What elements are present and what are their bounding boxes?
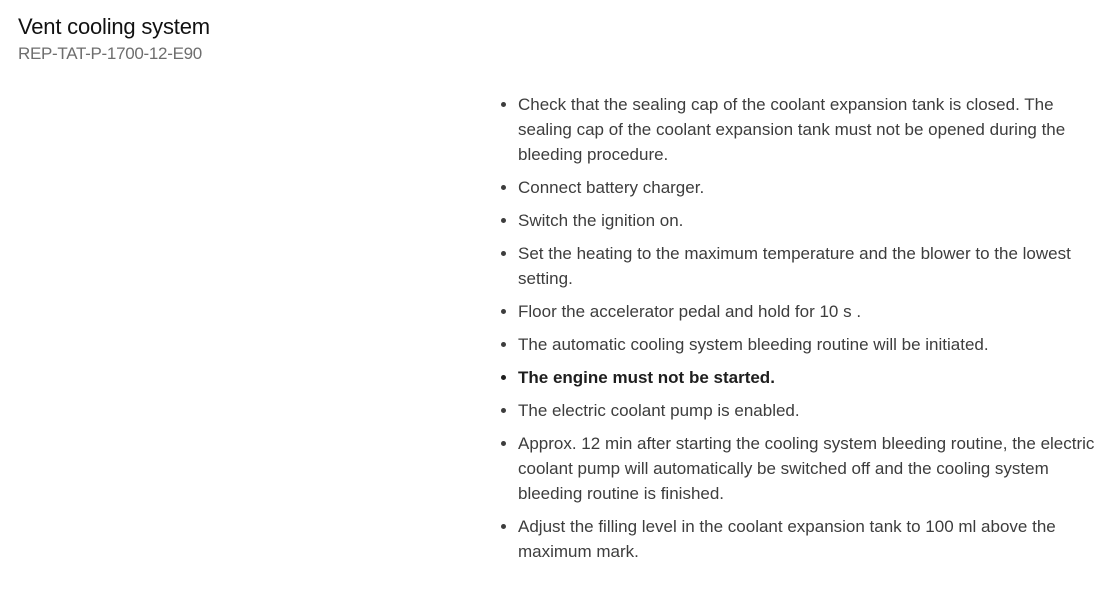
procedure-step: • Adjust the filling level in the coolant expansion tank to 100 ml above the maximum mark. (518, 514, 1103, 564)
procedure-step-warning: • The engine must not be started. (518, 365, 1103, 390)
page-header (18, 12, 210, 66)
procedure-steps-list (497, 92, 1103, 564)
procedure-step: • Connect battery charger. (518, 175, 1103, 200)
procedure-content (497, 92, 1103, 572)
page-title: Vent cooling system (18, 14, 210, 39)
procedure-step: • Check that the sealing cap of the coolant expansion tank is closed. The sealing cap of the coolant expansion tank must not be opened during the bleeding procedure. (518, 92, 1103, 167)
procedure-step: • Switch the ignition on. (518, 208, 1103, 233)
document-id: REP-TAT-P-1700-12-E90 (18, 44, 202, 63)
procedure-step: • Set the heating to the maximum temperature and the blower to the lowest setting. (518, 241, 1103, 291)
procedure-step: • Floor the accelerator pedal and hold for 10 s . (518, 299, 1103, 324)
procedure-step: • The electric coolant pump is enabled. (518, 398, 1103, 423)
procedure-step: • The automatic cooling system bleeding routine will be initiated. (518, 332, 1103, 357)
procedure-step: • Approx. 12 min after starting the cooling system bleeding routine, the electric coolant pump will automatically be switched off and the cooling system bleeding routine is finished. (518, 431, 1103, 506)
